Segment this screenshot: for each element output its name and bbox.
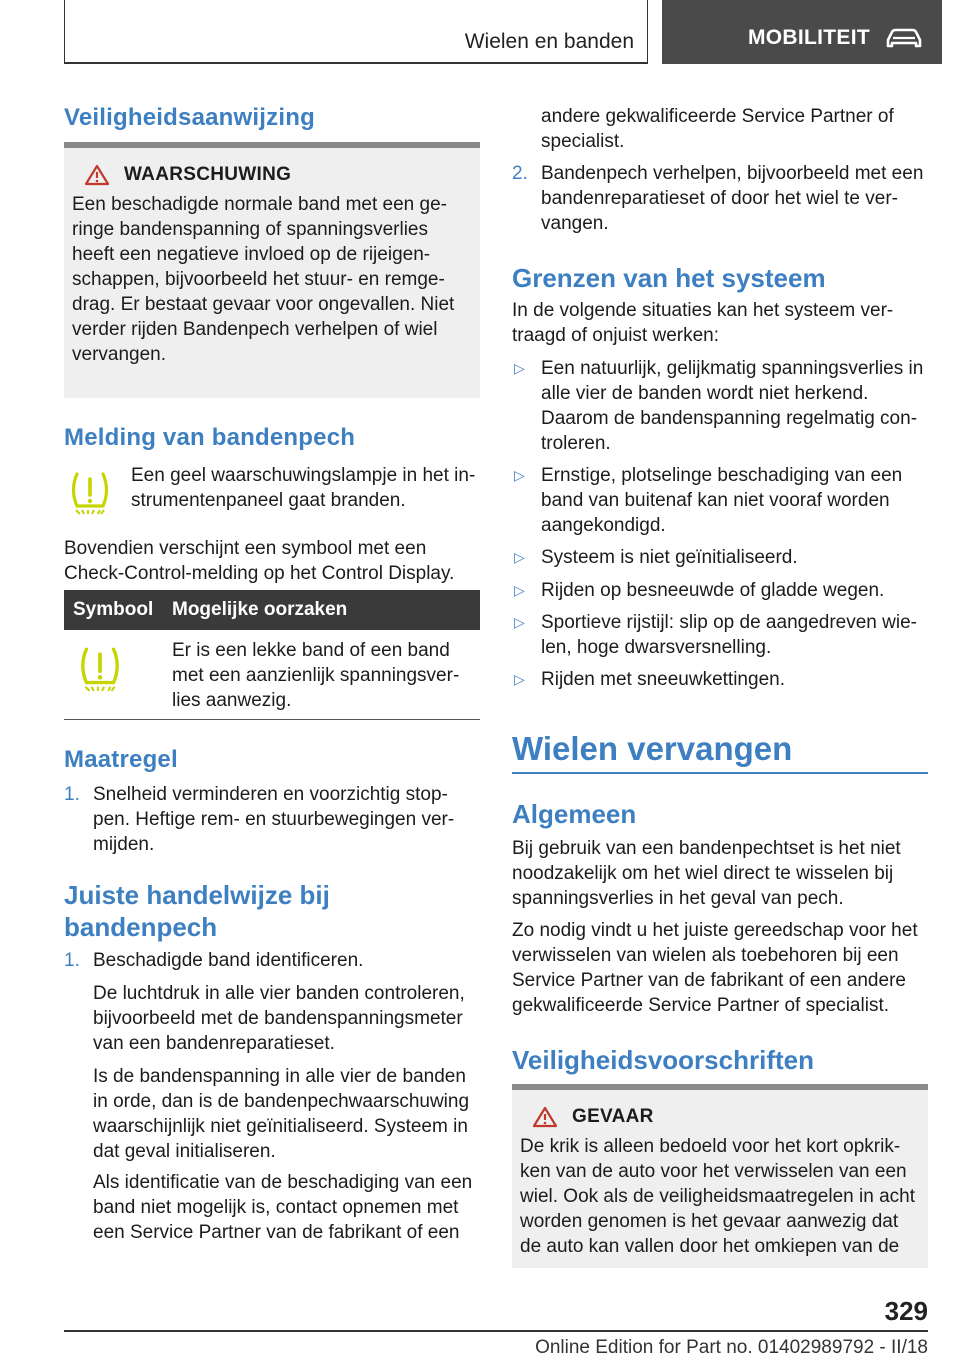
list-text: Snelheid verminderen en voorzichtig stop-pen. Heftige rem- en stuurbewegingen ver-mijden.: [93, 784, 455, 855]
list-item: [512, 610, 928, 660]
heading-wielen-vervangen: Wielen vervangen: [512, 730, 793, 767]
warning-triangle-icon: [532, 1106, 558, 1128]
danger-title: GEVAAR: [572, 1106, 654, 1127]
list-item: [512, 356, 928, 456]
list-text: Systeem is niet geïnitialiseerd.: [541, 547, 798, 568]
warning-text: Een beschadigde normale band met een ge-ringe bandenspanning of spanningsverlies heeft een negatieve invloed op de rijeigen-schappen, bijvoorbeeld het stuur- en remge-drag. Er bestaat gevaar voor ongevallen. Niet verder rijden Bandenpech verhelpen of wiel vervangen.: [72, 194, 455, 365]
juiste-para-1: De luchtdruk in alle vier banden controleren, bijvoorbeeld met de bandenspanningsmeter van een bandenreparatieset.: [93, 983, 465, 1054]
bullet-triangle-icon: ▷: [514, 360, 525, 376]
car-icon: [884, 26, 924, 50]
list-text: Sportieve rijstijl: slip op de aangedreven wie-len, hoge dwarsversnelling.: [541, 612, 917, 658]
grenzen-intro: In de volgende situaties kan het systeem ver-traagd of onjuist werken:: [512, 300, 894, 346]
heading-underline: [512, 772, 928, 774]
heading-veiligheidsvoorschriften: Veiligheidsvoorschriften: [512, 1045, 814, 1075]
juiste-para-3: Als identificatie van de beschadiging van een band niet mogelijk is, contact opnemen met een Service Partner van de fabrikant of een: [93, 1172, 473, 1243]
list-item: [512, 578, 928, 604]
bullet-triangle-icon: ▷: [514, 549, 525, 565]
heading-algemeen: Algemeen: [512, 799, 637, 829]
list-text: Ernstige, plotselinge beschadiging van een band van buitenaf kan niet vooraf worden aangekondigd.: [541, 465, 903, 536]
warning-box: [64, 142, 480, 398]
list-item: [512, 667, 928, 693]
danger-box: [512, 1084, 928, 1268]
tire-pressure-warning-icon: [68, 470, 112, 516]
list-number: 1.: [64, 950, 80, 971]
list-number: 2.: [512, 163, 528, 184]
footer-edition: Online Edition for Part no. 01402989792 - II/18: [535, 1337, 928, 1358]
danger-text: De krik is alleen bedoeld voor het kort opkrik-ken van de auto voor het verwisselen van een wiel. Ook als de veiligheidsmaatregelen in acht worden genomen is het gevaar aanwezig dat de auto kan vallen door het omkiepen van de: [520, 1136, 915, 1257]
tab-label: MOBILITEIT: [748, 26, 870, 49]
bullet-triangle-icon: ▷: [514, 614, 525, 630]
heading-grenzen: Grenzen van het systeem: [512, 263, 826, 293]
continued-text: andere gekwalificeerde Service Partner of specialist.: [541, 106, 894, 152]
table-col-symbool: Symbool: [73, 599, 154, 620]
list-text: Beschadigde band identificeren.: [93, 950, 364, 971]
heading-melding: Melding van bandenpech: [64, 424, 356, 451]
bullet-triangle-icon: ▷: [514, 467, 525, 483]
algemeen-para-2: Zo nodig vindt u het juiste gereedschap voor het verwisselen van wielen als toebehoren bij een Service Partner van de fabrikant of een andere gekwalificeerde Service Partner of specialist.: [512, 920, 918, 1016]
list-item: [512, 545, 928, 571]
warning-title: WAARSCHUWING: [124, 164, 292, 185]
table-row-cause: Er is een lekke band of een band met een aanzienlijk spanningsver-lies aanwezig.: [172, 640, 460, 711]
list-text: Rijden op besneeuwde of gladde wegen.: [541, 580, 885, 601]
danger-title-row: [520, 1106, 920, 1128]
list-text: Bandenpech verhelpen, bijvoorbeeld met een bandenreparatieset of door het wiel te ver-vangen.: [541, 163, 924, 234]
list-item: [512, 161, 928, 237]
bullet-triangle-icon: ▷: [514, 582, 525, 598]
tab-mobiliteit[interactable]: [662, 0, 942, 64]
list-number: 1.: [64, 784, 80, 805]
list-item: [64, 782, 480, 858]
footer-rule: [64, 1330, 928, 1332]
list-text: Een natuurlijk, gelijkmatig spanningsverlies in alle vier de banden wordt niet herkend. Daarom de bandenspanning regelmatig con-troleren.: [541, 358, 924, 454]
tire-pressure-symbol-icon: [76, 645, 124, 693]
header-section-title: Wielen en banden: [464, 30, 634, 53]
juiste-para-2: Is de bandenspanning in alle vier de banden in orde, dan is de bandenpechwaarschuwing waarschijnlijk niet geïnitialiseerd. Systeem in dat geval initialiseren.: [93, 1066, 470, 1162]
bullet-triangle-icon: ▷: [514, 671, 525, 687]
algemeen-para-1: Bij gebruik van een bandenpechtset is het niet noodzakelijk om het wiel direct te wisselen bij spanningsverlies in het geval van pech.: [512, 838, 901, 909]
warning-triangle-icon: [84, 164, 110, 186]
bovendien-text: Bovendien verschijnt een symbool met een Check-Control-melding op het Control Display.: [64, 538, 455, 584]
list-item: [512, 463, 928, 539]
list-item: [64, 948, 480, 974]
list-text: Rijden met sneeuwkettingen.: [541, 669, 785, 690]
table-header: [64, 590, 480, 630]
heading-juiste-handelwijze: Juiste handelwijze bij bandenpech: [64, 880, 330, 942]
table-col-oorzaken: Mogelijke oorzaken: [172, 599, 348, 620]
warning-title-row: [72, 164, 472, 186]
page-number: 329: [884, 1296, 928, 1326]
melding-text: Een geel waarschuwingslampje in het in-strumentenpaneel gaat branden.: [131, 465, 476, 511]
heading-veiligheidsaanwijzing: Veiligheidsaanwijzing: [64, 104, 315, 131]
table-divider: [64, 719, 480, 720]
heading-maatregel: Maatregel: [64, 746, 178, 773]
